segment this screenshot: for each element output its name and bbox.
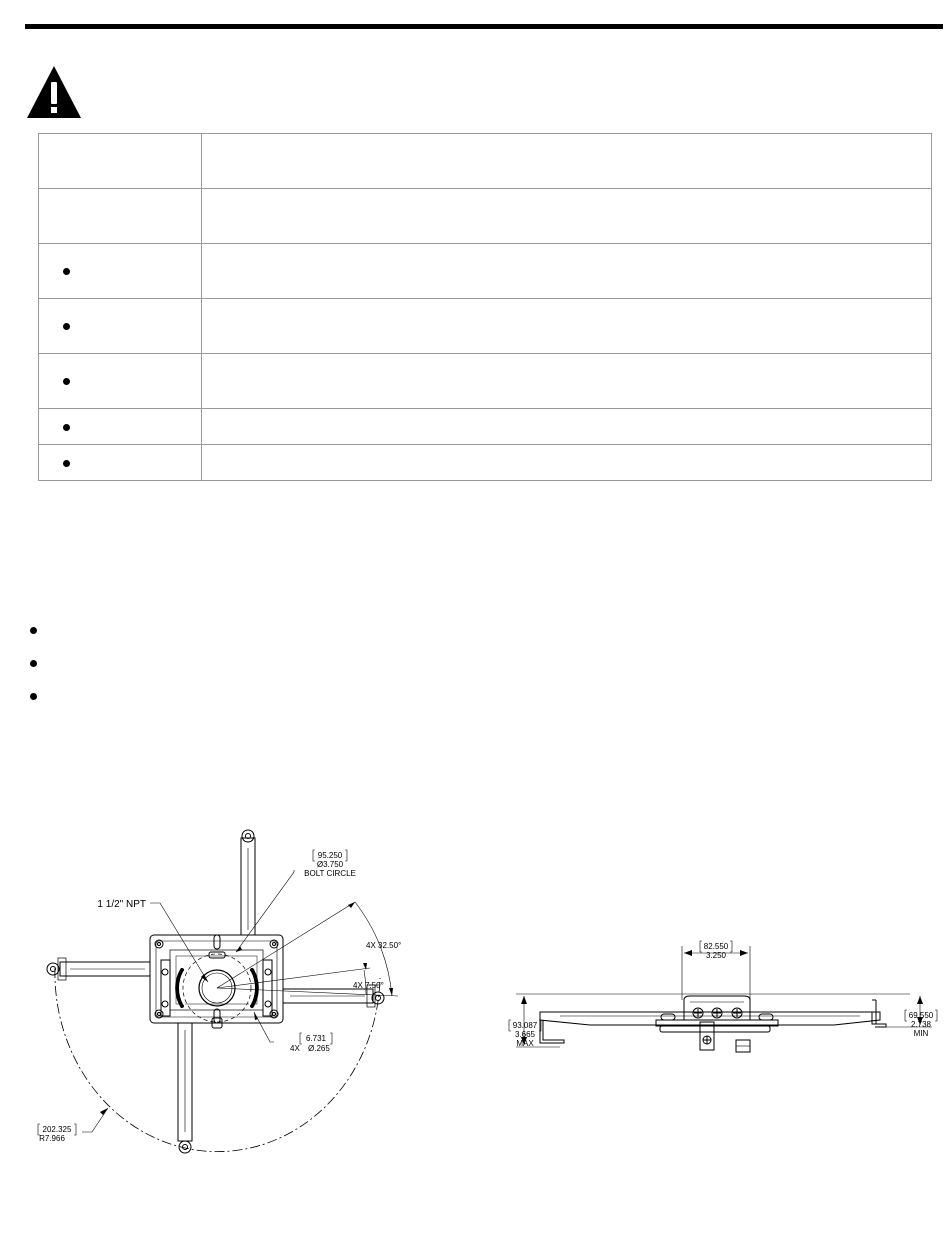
svg-text:Ø.265: Ø.265 [308,1044,330,1053]
svg-text:2.738: 2.738 [910,1020,932,1029]
svg-text:69.550: 69.550 [908,1011,934,1020]
svg-text:MIN: MIN [913,1029,929,1038]
svg-text:MAX: MAX [516,1039,534,1048]
svg-text:Ø3.750: Ø3.750 [316,860,344,869]
angle-small-label: 4X 7.50° [353,981,384,990]
svg-text:82.550: 82.550 [703,942,729,951]
width-dimension [700,941,732,960]
svg-text:202.325: 202.325 [42,1125,72,1134]
max-height-dimension [509,1020,541,1048]
angle-large-label: 4X 32.50° [366,941,402,950]
min-height-dimension [905,1010,937,1038]
svg-text:3.250: 3.250 [705,951,727,960]
svg-text:BOLT CIRCLE: BOLT CIRCLE [304,869,356,878]
svg-text:4X: 4X [290,1044,300,1053]
svg-text:6.731: 6.731 [305,1034,327,1043]
svg-text:3.665: 3.665 [514,1030,536,1039]
svg-text:95.250: 95.250 [317,851,343,860]
svg-text:93.087: 93.087 [512,1021,538,1030]
svg-text:R7.966: R7.966 [39,1134,65,1143]
npt-label: 1 1/2" NPT [97,899,146,910]
